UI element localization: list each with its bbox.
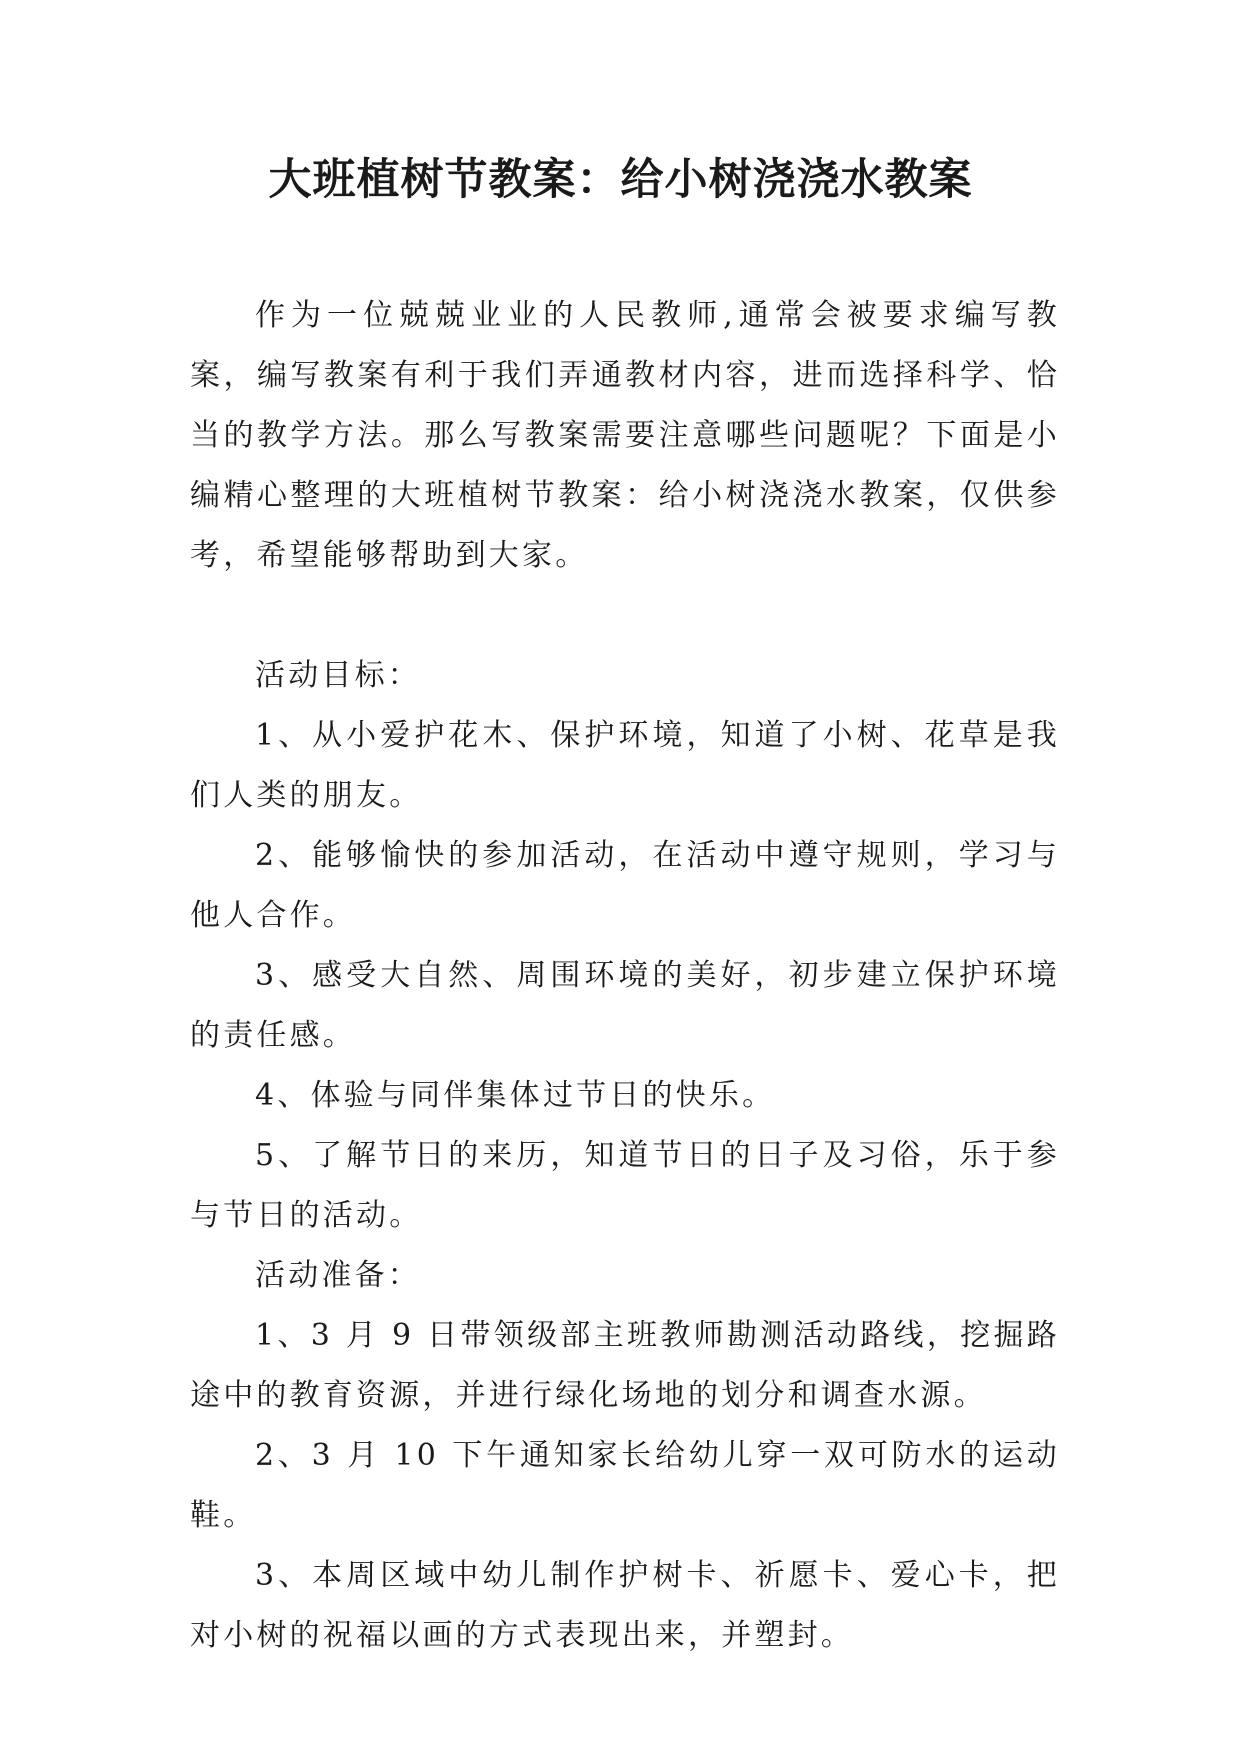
goal-item: 2、能够愉快的参加活动，在活动中遵守规则，学习与他人合作。	[190, 838, 1060, 933]
paragraph-gap	[190, 586, 1060, 646]
goal-item: 4、体验与同伴集体过节日的快乐。	[255, 1078, 776, 1113]
intro-paragraph: 作为一位兢兢业业的人民教师,通常会被要求编写教案，编写教案有利于我们弄通教材内容，进而选择科学、恰当的教学方法。那么写教案需要注意哪些问题呢？下面是小编精心整理的大班植树节教案：给小树浇浇水教案，仅供参考，希望能够帮助到大家。	[190, 298, 1060, 573]
goal-item: 1、从小爱护花木、保护环境，知道了小树、花草是我们人类的朋友。	[190, 718, 1060, 813]
document-title: 大班植树节教案：给小树浇浇水教案	[268, 155, 973, 205]
goal-item: 3、感受大自然、周围环境的美好，初步建立保护环境的责任感。	[190, 958, 1060, 1053]
prep-item: 2、3 月 10 下午通知家长给幼儿穿一双可防水的运动鞋。	[190, 1438, 1060, 1533]
prep-heading: 活动准备：	[255, 1258, 421, 1293]
goal-item: 5、了解节日的来历，知道节日的日子及习俗，乐于参与节日的活动。	[190, 1138, 1060, 1233]
document-body	[190, 286, 1060, 1666]
goals-heading: 活动目标：	[255, 658, 421, 693]
prep-item: 1、3 月 9 日带领级部主班教师勘测活动路线，挖掘路途中的教育资源，并进行绿化场地的划分和调查水源。	[190, 1318, 1060, 1413]
prep-item: 3、本周区域中幼儿制作护树卡、祈愿卡、爱心卡，把对小树的祝福以画的方式表现出来，并塑封。	[190, 1558, 1060, 1653]
